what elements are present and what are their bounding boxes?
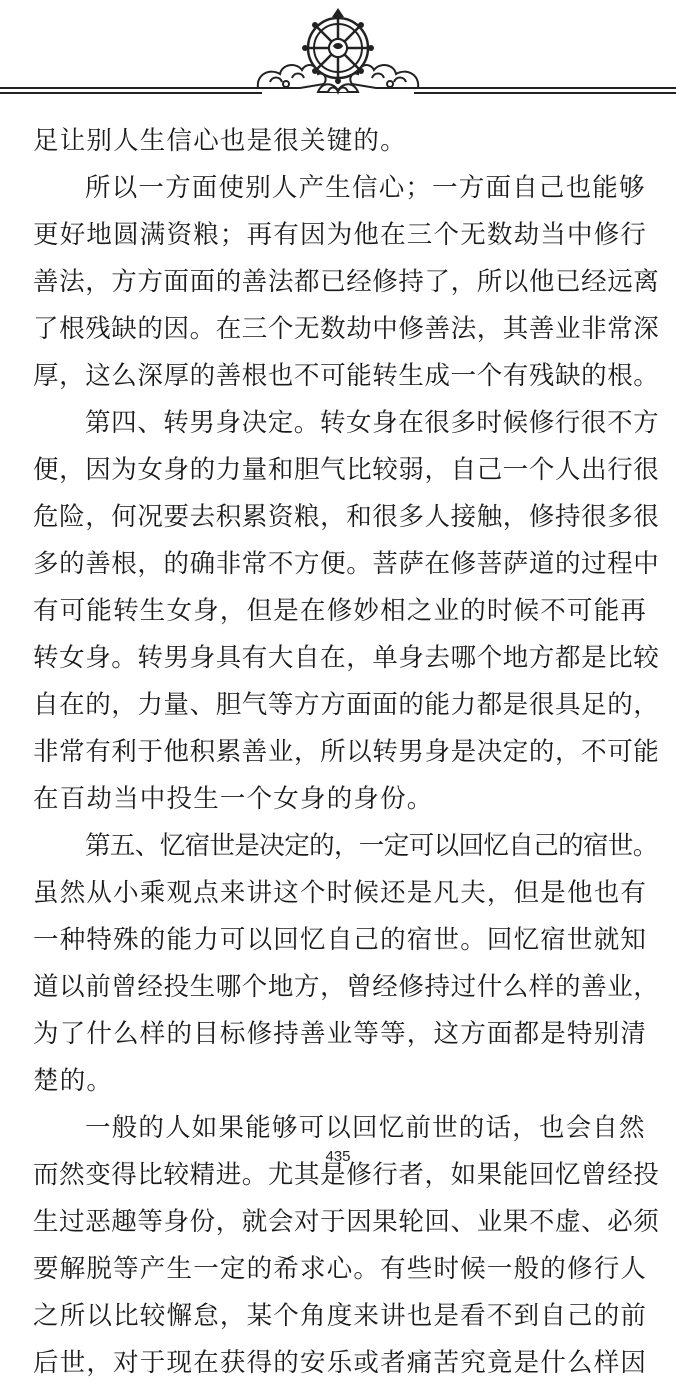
text-line: 一种特殊的能力可以回忆自己的宿世。回忆宿世就知 (33, 925, 648, 955)
text-line: 为了什么样的目标修持善业等等，这方面都是特别清 (33, 1019, 648, 1049)
text-line: 后世，对于现在获得的安乐或者痛苦究竟是什么样因 (33, 1348, 648, 1378)
text-line: 转女身。转男身具有大自在，单身去哪个地方都是比较 (33, 643, 660, 673)
text-line: 要解脱等产生一定的希求心。有些时候一般的修行人 (33, 1254, 648, 1284)
text-line: 生过恶趣等身份，就会对于因果轮回、业果不虚、必须 (33, 1207, 660, 1237)
text-line: 虽然从小乘观点来讲这个时候还是凡夫，但是他也有 (33, 878, 648, 908)
text-line: 更好地圆满资粮；再有因为他在三个无数劫当中修行 (33, 220, 648, 250)
text-line: 有可能转生女身，但是在修妙相之业的时候不可能再 (33, 596, 648, 626)
body-text (33, 118, 661, 1387)
text-line: 之所以比较懈怠，某个角度来讲也是看不到自己的前 (33, 1301, 648, 1331)
text-line: 道以前曾经投生哪个地方，曾经修持过什么样的善业， (33, 972, 660, 1002)
paragraph-first-line: 第四、转男身决定。转女身在很多时候修行很不方 (85, 408, 660, 438)
text-line: 而然变得比较精进。尤其是修行者，如果能回忆曾经投 (33, 1160, 660, 1190)
dharma-wheel-icon (302, 8, 374, 84)
header-ornament (0, 0, 676, 110)
page-header (0, 0, 676, 110)
text-line: 厚，这么深厚的善根也不可能转生成一个有残缺的根。 (33, 361, 660, 391)
paragraph-first-line: 所以一方面使别人产生信心；一方面自己也能够 (85, 173, 646, 203)
paragraph-first-line: 一般的人如果能够可以回忆前世的话，也会自然 (85, 1113, 646, 1143)
text-line: 便，因为女身的力量和胆气比较弱，自己一个人出行很 (33, 455, 660, 485)
text-line: 多的善根，的确非常不方便。菩萨在修菩萨道的过程中 (33, 549, 660, 579)
text-line: 危险，何况要去积累资粮，和很多人接触，修持很多很 (33, 502, 660, 532)
text-line: 在百劫当中投生一个女身的身份。 (33, 784, 434, 814)
text-line: 了根残缺的因。在三个无数劫中修善法，其善业非常深 (33, 314, 660, 344)
paragraph-first-line: 第五、忆宿世是决定的，一定可以回忆自己的宿世。 (85, 831, 658, 861)
text-line: 楚的。 (33, 1066, 114, 1096)
page-number: 435 (325, 1148, 351, 1165)
text-line: 善法，方方面面的善法都已经修持了，所以他已经远离 (33, 267, 660, 297)
text-line: 非常有利于他积累善业，所以转男身是决定的，不可能 (33, 737, 660, 767)
text-line: 足让别人生信心也是很关键的。 (33, 126, 407, 156)
text-line: 自在的，力量、胆气等方方面面的能力都是很具足的， (33, 690, 660, 720)
